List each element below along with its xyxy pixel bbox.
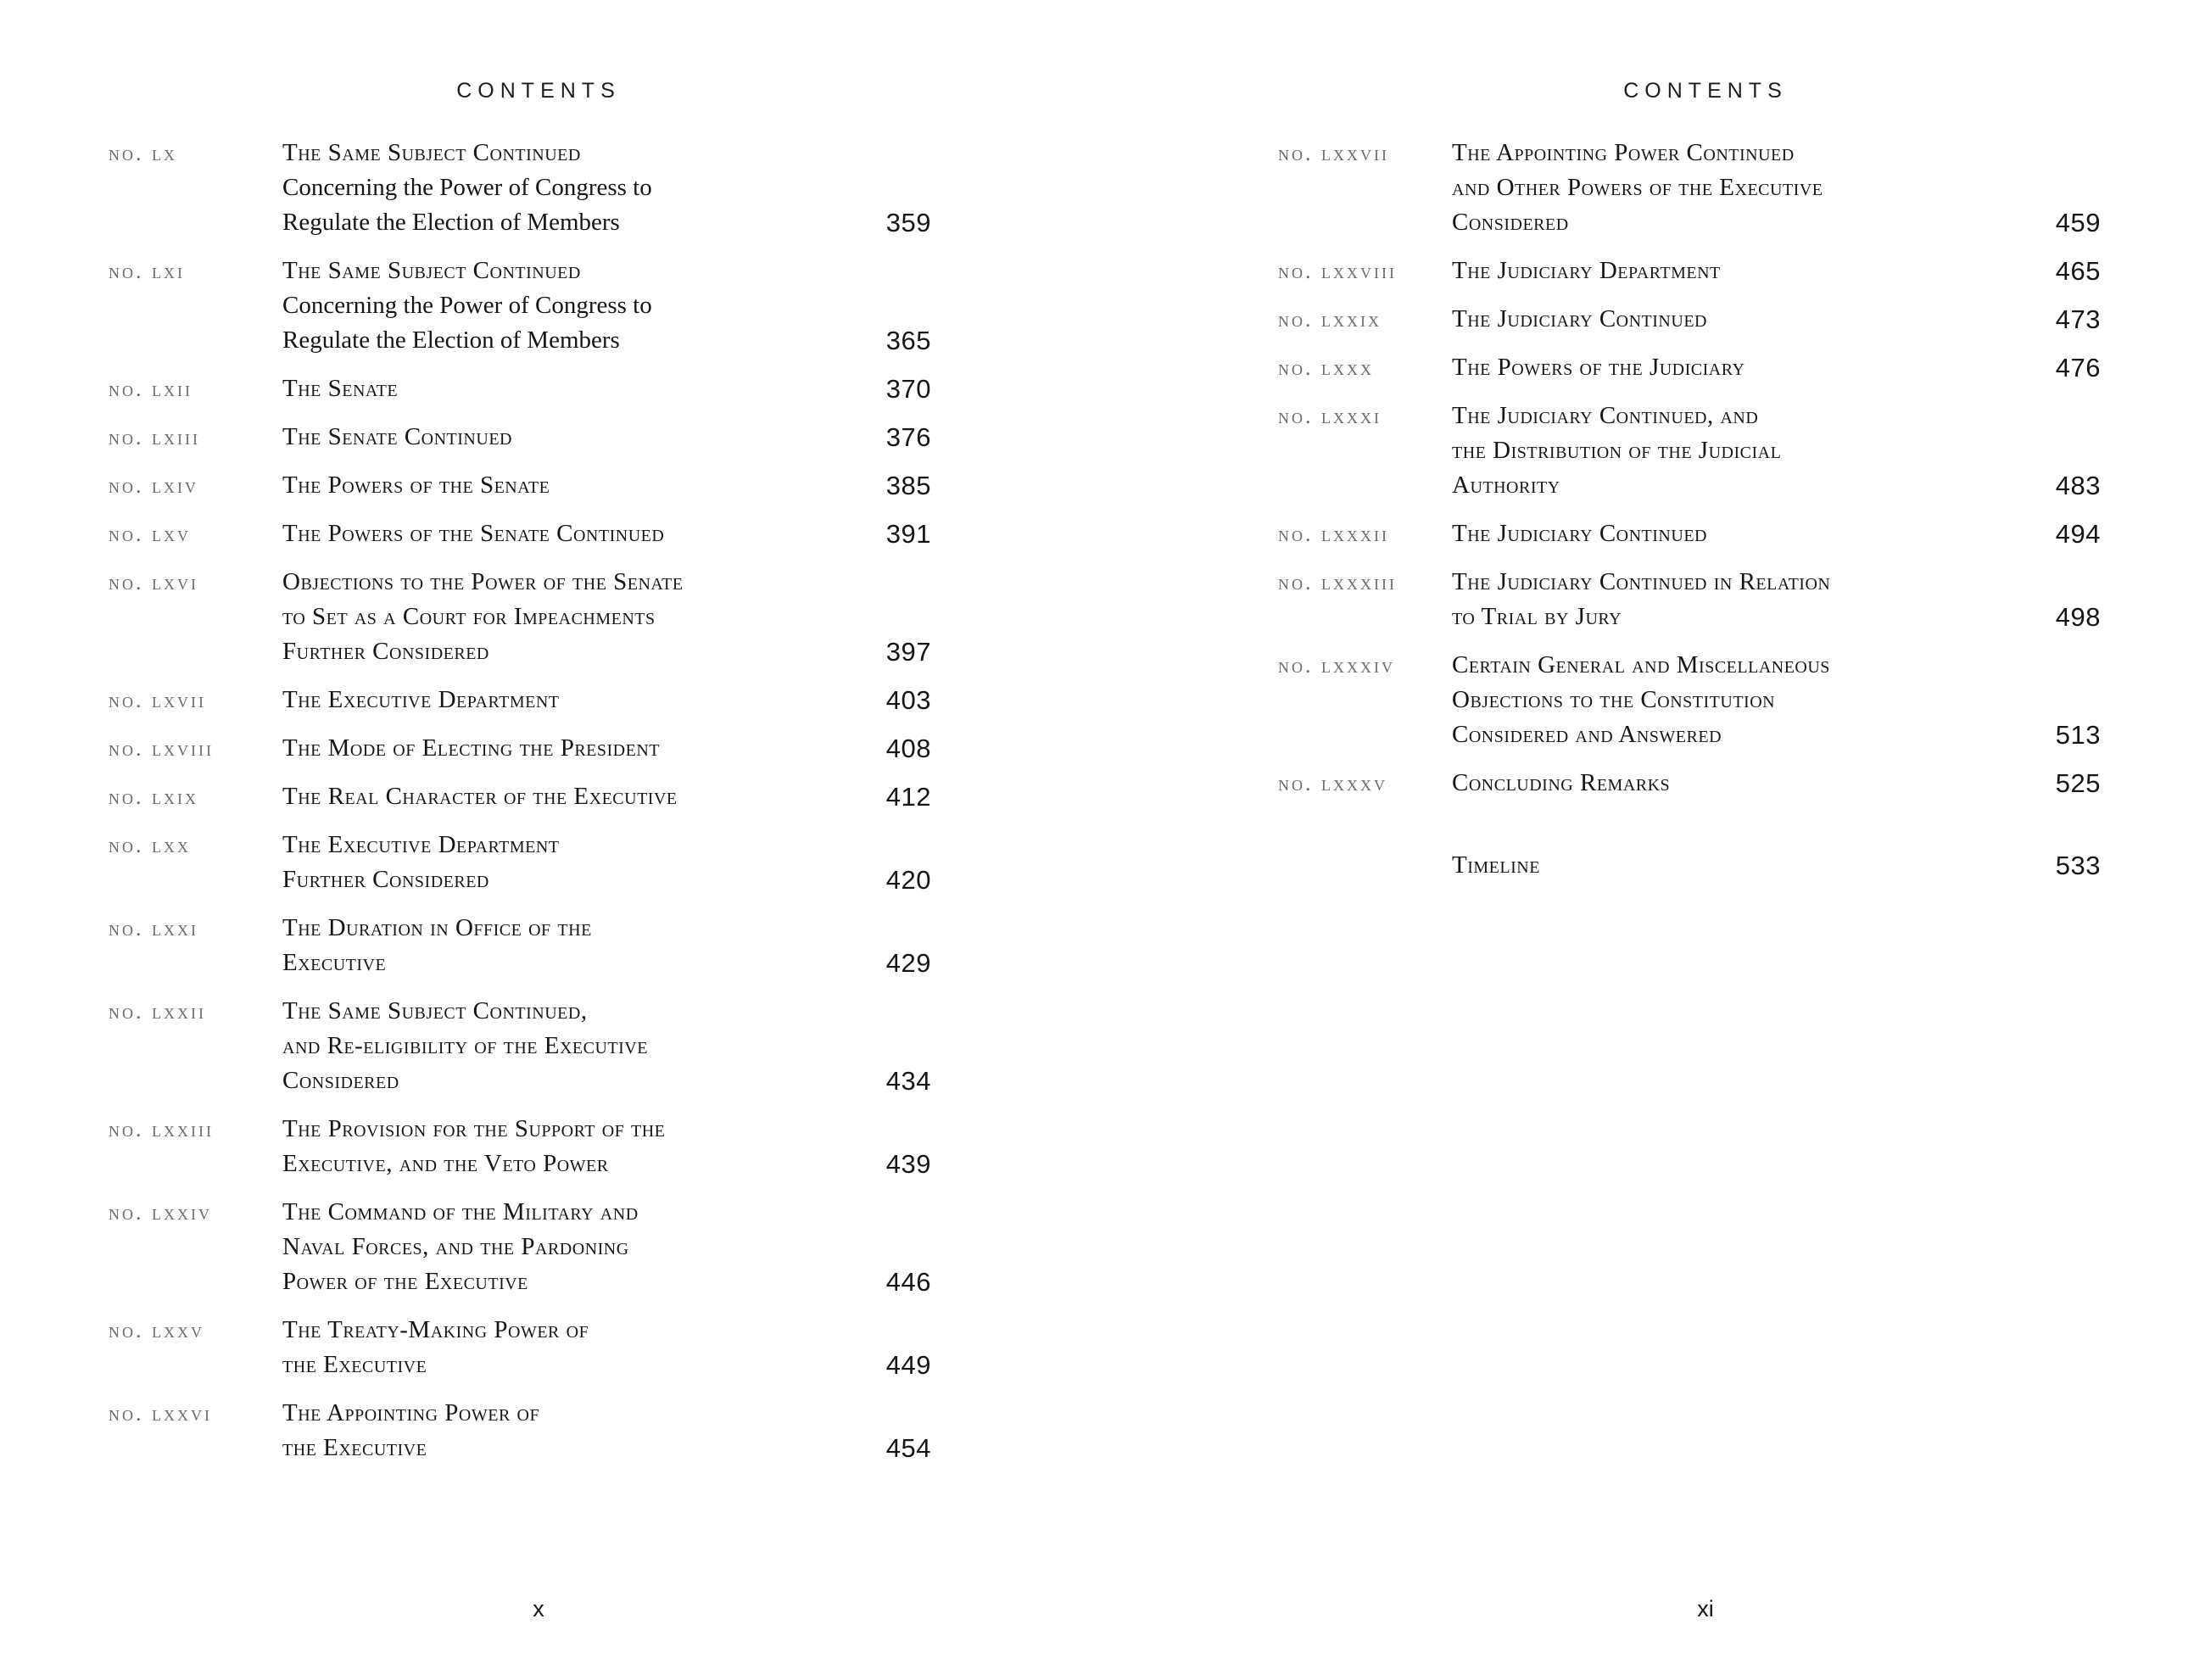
toc-entry-title-line: The Same Subject Continued — [282, 257, 581, 284]
toc-entry — [109, 828, 931, 897]
toc-entry — [109, 1396, 931, 1465]
toc-entry-title-line: Power of the Executive — [282, 1268, 528, 1295]
toc-entry-title — [282, 779, 838, 814]
toc-entry-number: no. lxx — [109, 833, 191, 857]
toc-entry-title-line: The Judiciary Continued, and — [1452, 402, 1759, 429]
toc-entry-number: no. lx — [109, 141, 177, 165]
toc-entry-title-line: Concluding Remarks — [1452, 769, 1671, 796]
toc-entry-title-line: The Judiciary Department — [1452, 257, 1721, 284]
toc-entry-number: no. lxxii — [109, 999, 206, 1024]
toc-entry-number: no. lxix — [109, 784, 198, 809]
toc-entry-page: 403 — [885, 685, 931, 715]
toc-entry-title — [282, 1396, 838, 1465]
toc-entry — [109, 1313, 931, 1382]
toc-entry-title — [1452, 766, 2007, 801]
toc-entry-title-line: The Judiciary Continued in Relation — [1452, 568, 1831, 595]
toc-entry-title-line: The Appointing Power Continued — [1452, 139, 1795, 166]
toc-entry-page: 376 — [885, 422, 931, 452]
toc-entry-page: 459 — [2055, 208, 2101, 237]
toc-entry-page: 449 — [885, 1350, 931, 1380]
toc-entry-title — [282, 994, 838, 1098]
toc-entry-number: no. lxxvi — [109, 1401, 212, 1426]
toc-entry-page: 465 — [2055, 256, 2101, 286]
toc-entry-title-line: Certain General and Miscellaneous — [1452, 651, 1830, 678]
toc-entry — [109, 468, 931, 503]
toc-entry-number: no. lxxix — [1278, 307, 1382, 332]
toc-entry-title-line: to Set as a Court for Impeachments — [282, 603, 656, 630]
toc-entry-title-line: The Mode of Electing the President — [282, 734, 660, 762]
toc-entry — [109, 254, 931, 358]
page-left — [0, 0, 1102, 1680]
toc-entry-page: 454 — [885, 1433, 931, 1463]
toc-entry-title-line: The Provision for the Support of the — [282, 1115, 666, 1142]
toc-entry — [109, 683, 931, 717]
toc-entry-title — [282, 565, 838, 669]
toc-entry-title — [282, 1313, 838, 1382]
toc-entry-title-line: and Re-eligibility of the Executive — [282, 1032, 648, 1059]
toc-entry-page: 434 — [885, 1066, 931, 1096]
toc-entry-number: no. lxvii — [109, 688, 206, 712]
toc-entry-title — [282, 828, 838, 897]
toc-entry-title-line: Considered — [282, 1067, 399, 1094]
toc-entry-title — [282, 683, 838, 717]
toc-entry-title-line: Considered and Answered — [1452, 721, 1722, 748]
toc-entry-title-line: Authority — [1452, 472, 1560, 499]
toc-entry — [109, 136, 931, 240]
toc-entry — [109, 779, 931, 814]
toc-entry-title — [282, 911, 838, 980]
toc-entry — [1278, 399, 2101, 503]
toc-entry-title — [1452, 136, 2007, 240]
toc-entry-title-line: The Executive Department — [282, 686, 560, 713]
toc-entry-title-line: Objections to the Constitution — [1452, 686, 1776, 713]
toc-entry — [109, 371, 931, 406]
toc-entry-page: 385 — [885, 471, 931, 500]
toc-entries-left — [109, 136, 931, 1479]
toc-entry-title-line: Further Considered — [282, 638, 489, 665]
toc-entry-page: 439 — [885, 1149, 931, 1179]
toc-entry-number: no. lxiii — [109, 425, 200, 449]
toc-entry-page: 525 — [2055, 768, 2101, 798]
toc-entry-title-line: Objections to the Power of the Senate — [282, 568, 684, 595]
toc-entry-number: no. lxxxiii — [1278, 570, 1397, 594]
toc-entry-title-line: The Judiciary Continued — [1452, 305, 1707, 332]
toc-entry-title — [1452, 350, 2007, 385]
toc-entry-title-line: The Appointing Power of — [282, 1399, 540, 1426]
toc-entry-number: no. lxi — [109, 259, 185, 283]
toc-entry-page: 408 — [885, 734, 931, 763]
toc-entry-title-line: The Same Subject Continued — [282, 139, 581, 166]
toc-entry-number: no. lxxviii — [1278, 259, 1397, 283]
toc-entry — [109, 565, 931, 669]
toc-entry — [1278, 254, 2101, 288]
toc-entry-title-line: Concerning the Power of Congress to — [282, 292, 652, 319]
toc-entry-page: 513 — [2055, 720, 2101, 750]
toc-entry-title — [1452, 516, 2007, 551]
toc-entry-title — [282, 468, 838, 503]
toc-entry — [1278, 350, 2101, 385]
toc-entry-number: no. lxxxii — [1278, 522, 1389, 546]
toc-entry-page: 446 — [885, 1267, 931, 1297]
toc-entry-number: no. lxxx — [1278, 355, 1374, 380]
toc-entry-title-line: Regulate the Election of Members — [282, 209, 620, 236]
toc-entry-title-line: Timeline — [1452, 851, 1540, 879]
toc-entry-number: no. lxvi — [109, 570, 198, 594]
toc-entry-title — [282, 420, 838, 455]
toc-entry-number: no. lxviii — [109, 736, 214, 761]
toc-entry-page: 365 — [885, 326, 931, 355]
toc-entry-title-line: The Duration in Office of the — [282, 914, 592, 941]
toc-entry-title — [1452, 254, 2007, 288]
toc-entry-title-line: Regulate the Election of Members — [282, 327, 620, 354]
toc-entry-title-line: The Real Character of the Executive — [282, 783, 678, 810]
toc-entry-title-line: The Senate Continued — [282, 423, 512, 450]
toc-entry-page: 412 — [885, 782, 931, 812]
toc-entry-page: 483 — [2055, 471, 2101, 500]
toc-entry — [1278, 848, 2101, 883]
toc-entry-title — [282, 1195, 838, 1299]
toc-entry-page: 494 — [2055, 519, 2101, 549]
toc-entry-title-line: The Same Subject Continued, — [282, 997, 588, 1024]
page-title: CONTENTS — [1623, 79, 1788, 103]
toc-entry-title — [282, 731, 838, 766]
toc-entry-number: no. lxxxi — [1278, 404, 1382, 428]
toc-entry-title — [1452, 399, 2007, 503]
toc-entry — [1278, 302, 2101, 337]
toc-entry-page: 473 — [2055, 304, 2101, 334]
toc-entry-number — [1278, 848, 1452, 883]
toc-entry-number: no. lxxxiv — [1278, 653, 1395, 678]
toc-entry — [109, 1195, 931, 1299]
toc-entry — [1278, 136, 2101, 240]
toc-entry — [1278, 766, 2101, 801]
toc-entry — [109, 911, 931, 980]
toc-entry — [1278, 648, 2101, 752]
page-number-footer-right: xi — [1697, 1596, 1714, 1621]
toc-entry-title-line: Concerning the Power of Congress to — [282, 174, 652, 201]
toc-entry-page: 420 — [885, 865, 931, 895]
toc-entry-title-line: Further Considered — [282, 866, 489, 893]
toc-entry-number: no. lxxiii — [109, 1117, 214, 1141]
toc-entry-page: 498 — [2055, 602, 2101, 632]
toc-entry-page: 391 — [885, 519, 931, 549]
page-number-footer-left: x — [533, 1596, 544, 1621]
toc-entry-title-line: The Powers of the Senate Continued — [282, 520, 665, 547]
toc-entry-page: 476 — [2055, 353, 2101, 382]
toc-entry-number: no. lxv — [109, 522, 191, 546]
toc-entry-title-line: Considered — [1452, 209, 1569, 236]
toc-entry-title — [282, 254, 838, 358]
toc-entries-right — [1278, 136, 2101, 896]
toc-entry-title — [1452, 848, 2007, 883]
toc-entry-page: 397 — [885, 637, 931, 667]
toc-entry-number: no. lxxi — [109, 916, 198, 940]
toc-entry-number: no. lxii — [109, 377, 193, 401]
toc-entry-title-line: The Command of the Military and — [282, 1198, 639, 1225]
toc-entry — [1278, 516, 2101, 551]
toc-entry-title — [282, 1112, 838, 1181]
toc-entry-title — [282, 371, 838, 406]
toc-entry-title-line: the Distribution of the Judicial — [1452, 437, 1782, 464]
toc-entry-title-line: the Executive — [282, 1434, 427, 1461]
page-title: CONTENTS — [456, 79, 621, 103]
page-right — [1102, 0, 2205, 1680]
toc-entry-title-line: Executive, and the Veto Power — [282, 1150, 609, 1177]
toc-entry-page: 533 — [2055, 851, 2101, 880]
toc-entry-title-line: The Senate — [282, 375, 399, 402]
toc-entry — [109, 994, 931, 1098]
toc-entry-number: no. lxiv — [109, 473, 198, 498]
toc-entry-page: 370 — [885, 374, 931, 404]
toc-entry — [109, 516, 931, 551]
toc-entry-page: 429 — [885, 948, 931, 978]
toc-entry — [109, 1112, 931, 1181]
toc-entry-number: no. lxxxv — [1278, 771, 1387, 795]
toc-entry-number: no. lxxiv — [109, 1200, 212, 1225]
toc-entry-title — [282, 516, 838, 551]
toc-entry-title-line: The Executive Department — [282, 831, 560, 858]
toc-entry-title-line: The Powers of the Senate — [282, 472, 550, 499]
toc-entry-number: no. lxxv — [109, 1318, 204, 1342]
toc-entry-number: no. lxxvii — [1278, 141, 1389, 165]
toc-entry-title — [282, 136, 838, 240]
toc-entry-title — [1452, 302, 2007, 337]
toc-entry — [1278, 565, 2101, 634]
toc-entry-title-line: The Powers of the Judiciary — [1452, 354, 1745, 381]
toc-entry — [109, 420, 931, 455]
toc-entry-title-line: and Other Powers of the Executive — [1452, 174, 1823, 201]
toc-entry-title-line: to Trial by Jury — [1452, 603, 1622, 630]
toc-entry-title-line: Naval Forces, and the Pardoning — [282, 1233, 629, 1260]
toc-entry — [109, 731, 931, 766]
toc-entry-page: 359 — [885, 208, 931, 237]
toc-entry-title-line: The Treaty-Making Power of — [282, 1316, 589, 1343]
toc-entry-title-line: Executive — [282, 949, 387, 976]
toc-entry-title-line: the Executive — [282, 1351, 427, 1378]
toc-entry-title — [1452, 648, 2007, 752]
toc-entry-title — [1452, 565, 2007, 634]
toc-entry-title-line: The Judiciary Continued — [1452, 520, 1707, 547]
